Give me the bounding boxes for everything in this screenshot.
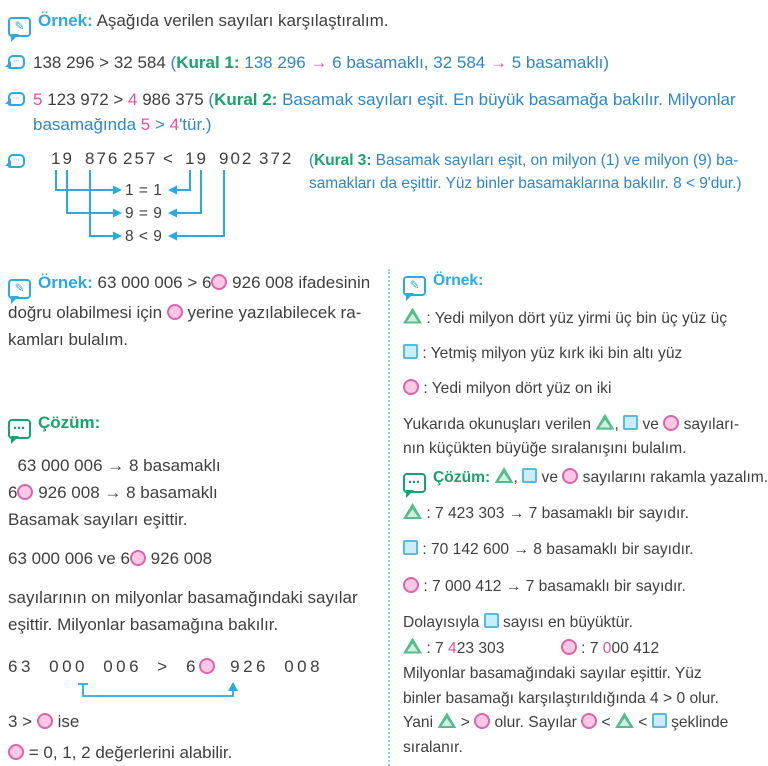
solution-label: Çözüm: bbox=[38, 412, 101, 432]
text-segment: 63 000 006 → 8 basamaklı bbox=[8, 455, 221, 475]
bracket-line bbox=[83, 684, 233, 696]
svg-text:902: 902 bbox=[219, 148, 254, 168]
intro-section bbox=[8, 8, 768, 249]
text-segment: 63 000 006 > 6 bbox=[97, 272, 212, 292]
triangle-shape bbox=[437, 712, 456, 728]
text-segment: > bbox=[456, 714, 475, 732]
text-segment: → bbox=[310, 53, 328, 72]
text-segment: : Yedi milyon dört yüz on iki bbox=[419, 380, 612, 398]
text-segment: binler basamağı karşılaştırıldığında 4 > 0 olur. bbox=[403, 689, 719, 707]
text-segment: 138 296 > 32 584 bbox=[33, 53, 171, 72]
text-segment: Kural 3: bbox=[314, 151, 372, 169]
text-segment: ise bbox=[52, 711, 80, 731]
speech-bubble-icon: ⋯ bbox=[8, 154, 25, 168]
text-segment bbox=[504, 640, 560, 657]
circle-shape bbox=[8, 744, 24, 760]
text-segment: yerine yazılabilecek ra- bbox=[182, 302, 362, 322]
square-number-line bbox=[403, 538, 768, 561]
triangle-shape bbox=[615, 712, 634, 728]
square-shape bbox=[403, 540, 418, 555]
triangle-shape bbox=[403, 503, 422, 519]
arrowhead bbox=[168, 208, 177, 217]
example-intro-text: Aşağıda verilen sayıları karşılaştıralım. bbox=[96, 11, 389, 30]
text-segment: Yukarıda okunuşları verilen bbox=[403, 415, 596, 433]
text-segment: 5 bbox=[33, 89, 43, 109]
text-segment: 6 basamaklı, 32 584 bbox=[327, 53, 490, 72]
arrowhead bbox=[113, 231, 122, 240]
up-arrowhead bbox=[228, 682, 238, 691]
square-definition bbox=[403, 342, 768, 365]
text-segment: 4 bbox=[448, 639, 457, 657]
left-steps bbox=[8, 452, 384, 534]
text-segment: Basamak sayıları eşit. En büyük basamağa bakılır. Milyonlar bbox=[277, 89, 736, 109]
text-segment: 986 375 bbox=[137, 89, 209, 109]
arrowhead bbox=[168, 231, 177, 240]
rule1-text bbox=[33, 50, 609, 76]
text-segment: nın küçükten büyüğe sıralanışını bulalım. bbox=[403, 439, 687, 457]
svg-text:876: 876 bbox=[85, 148, 120, 168]
square-shape bbox=[652, 713, 667, 728]
arrowhead bbox=[113, 208, 122, 217]
examples-columns bbox=[8, 269, 768, 766]
text-segment: 63 000 006 > 6 bbox=[8, 657, 199, 676]
left-condition-line bbox=[8, 709, 384, 735]
pencil-bubble-icon: ✎ bbox=[8, 17, 31, 37]
comparison-bracket-diagram bbox=[8, 681, 318, 705]
text-segment: şeklinde bbox=[666, 714, 729, 732]
left-values-line bbox=[8, 740, 384, 766]
circle-shape bbox=[474, 713, 490, 729]
side-by-side-comparison bbox=[403, 637, 768, 660]
solution-label: Çözüm: bbox=[433, 468, 491, 486]
circle-definition bbox=[403, 377, 768, 400]
triangle-shape bbox=[595, 414, 614, 430]
text-segment: ( bbox=[208, 89, 215, 109]
right-example-column bbox=[390, 269, 768, 766]
text-segment: 3 > bbox=[8, 711, 37, 731]
left-solution-heading bbox=[8, 410, 384, 439]
example-heading-row bbox=[8, 8, 768, 37]
text-segment: < bbox=[597, 714, 615, 732]
right-solution-line bbox=[403, 466, 768, 493]
speech-bubble-icon: ⋯ bbox=[8, 92, 25, 106]
text-segment: Kural 1: bbox=[176, 53, 240, 72]
rule1-row bbox=[8, 50, 768, 76]
text-segment: 23 303 bbox=[456, 639, 505, 657]
example-label: Örnek: bbox=[38, 272, 93, 292]
text-segment: ve bbox=[638, 415, 664, 433]
text-segment: olur. Sayılar bbox=[490, 714, 582, 732]
circle-shape bbox=[199, 658, 215, 674]
pencil-bubble-icon: ✎ bbox=[403, 276, 426, 296]
rule3-row bbox=[8, 149, 768, 249]
text-segment: 4 bbox=[128, 89, 138, 109]
text-segment: 6 bbox=[8, 482, 18, 502]
circle-shape bbox=[403, 577, 419, 593]
text-segment: 0 bbox=[602, 639, 612, 657]
text-segment: : 7 423 303 → 7 basamaklı bir sayıdır. bbox=[422, 504, 689, 522]
text-segment: doğru olabilmesi için bbox=[8, 302, 167, 322]
text-segment: kamları bulalım. bbox=[8, 330, 128, 350]
circle-shape bbox=[663, 415, 679, 431]
circle-shape bbox=[37, 713, 53, 729]
square-shape bbox=[484, 613, 499, 628]
svg-text:<: < bbox=[163, 148, 175, 168]
triangle-shape bbox=[403, 308, 422, 324]
speech-bubble-icon: ⋯ bbox=[8, 55, 25, 69]
connector-line bbox=[90, 170, 113, 236]
text-segment: 123 972 > bbox=[42, 89, 129, 109]
text-segment: ( bbox=[309, 151, 315, 169]
text-segment: Milyonlar basamağındaki sayılar eşittir. Yüz bbox=[403, 664, 702, 682]
text-segment: : Yedi milyon dört yüz yirmi üç bin üç yüz üç bbox=[422, 309, 728, 327]
text-segment bbox=[490, 469, 494, 486]
dots-bubble-icon: ⋯ bbox=[8, 419, 31, 439]
text-segment: : 7 bbox=[422, 639, 449, 657]
left-comparison-line bbox=[8, 654, 384, 680]
circle-number-line bbox=[403, 575, 768, 598]
svg-text:19: 19 bbox=[185, 148, 208, 168]
text-segment: 00 412 bbox=[611, 639, 660, 657]
pencil-bubble-icon: ✎ bbox=[8, 279, 31, 299]
text-segment: 4 bbox=[169, 115, 180, 134]
square-shape bbox=[623, 415, 638, 430]
text-segment: : 70 142 600 → 8 basamaklı bir sayıdır. bbox=[418, 541, 694, 559]
square-shape bbox=[403, 344, 418, 359]
text-segment: = 0, 1, 2 değerlerini alabilir. bbox=[24, 743, 233, 762]
connector-line bbox=[176, 170, 190, 190]
triangle-number-line bbox=[403, 502, 768, 525]
left-example-column bbox=[8, 269, 384, 766]
text-segment: > bbox=[150, 115, 170, 134]
text-segment: sayıları- bbox=[679, 415, 740, 433]
text-segment: Basamak sayıları eşittir. bbox=[8, 509, 188, 529]
circle-shape bbox=[562, 468, 578, 484]
text-segment: 138 296 bbox=[239, 53, 311, 72]
text-segment: < bbox=[633, 714, 652, 732]
text-segment: samakları da eşittir. Yüz binler basamaklarına bakılır. 8 < 9'dur.) bbox=[309, 174, 742, 192]
svg-text:19: 19 bbox=[51, 148, 74, 168]
circle-shape bbox=[17, 484, 33, 500]
text-segment: Dolayısıyla bbox=[403, 614, 484, 632]
text-segment: sayılarının on milyonlar basamağındaki sayılar bbox=[8, 587, 358, 607]
triangle-shape bbox=[403, 638, 422, 654]
text-segment: ve bbox=[537, 468, 563, 486]
comparison-row-1: 1 = 1 bbox=[125, 181, 163, 199]
text-segment: basamağında bbox=[33, 115, 141, 134]
text-segment: , bbox=[614, 415, 624, 433]
rule3-content bbox=[33, 149, 761, 249]
text-segment: : 7 bbox=[576, 639, 603, 657]
text-segment: → bbox=[489, 53, 507, 72]
biggest-statement bbox=[403, 611, 768, 634]
text-segment: 926 008 → 8 basamaklı bbox=[33, 482, 218, 502]
right-solution-text bbox=[490, 469, 768, 486]
left-pair-line bbox=[8, 546, 384, 572]
text-segment: : Yetmiş milyon yüz kırk iki bin altı yüz bbox=[418, 344, 683, 362]
text-segment: 5 bbox=[140, 115, 151, 134]
text-segment: 5 basamaklı) bbox=[506, 53, 610, 72]
text-segment: : 7 000 412 → 7 basamaklı bir sayıdır. bbox=[419, 577, 686, 595]
right-intro bbox=[403, 413, 768, 461]
text-segment: sayılarını rakamla yazalım. bbox=[578, 468, 768, 486]
example-label: Örnek: bbox=[433, 271, 484, 289]
circle-shape bbox=[581, 713, 597, 729]
rule2-text bbox=[33, 87, 757, 138]
triangle-definition bbox=[403, 307, 768, 330]
left-explanation bbox=[8, 584, 384, 638]
arrowhead bbox=[168, 185, 177, 194]
circle-shape bbox=[561, 639, 577, 655]
text-segment: sıralanır. bbox=[403, 738, 463, 756]
example-label: Örnek: bbox=[38, 11, 93, 30]
connector-line bbox=[176, 170, 201, 213]
text-segment: 926 008 ifadesinin bbox=[227, 272, 371, 292]
text-segment: 926 008 bbox=[145, 549, 213, 569]
circle-shape bbox=[211, 274, 227, 290]
circle-shape bbox=[130, 550, 146, 566]
text-segment: 63 000 006 ve 6 bbox=[8, 549, 130, 569]
rule3-text bbox=[309, 149, 761, 196]
text-segment: eşittir. Milyonlar basamağına bakılır. bbox=[8, 614, 279, 634]
circle-shape bbox=[167, 304, 183, 320]
circle-shape bbox=[403, 379, 419, 395]
conclusion bbox=[403, 662, 768, 761]
triangle-shape bbox=[495, 467, 514, 483]
text-segment: sayısı en büyüktür. bbox=[498, 614, 633, 632]
comparison-row-3: 8 < 9 bbox=[125, 227, 163, 245]
right-example-heading bbox=[403, 269, 768, 296]
text-segment: Yani bbox=[403, 714, 438, 732]
text-segment: , bbox=[513, 468, 523, 486]
digit-comparison-diagram bbox=[33, 149, 305, 249]
arrowhead bbox=[113, 185, 122, 194]
text-segment: Kural 2: bbox=[214, 89, 278, 109]
left-problem bbox=[8, 269, 384, 354]
svg-text:257: 257 bbox=[123, 148, 158, 168]
comparison-row-2: 9 = 9 bbox=[125, 204, 163, 222]
connector-line bbox=[56, 170, 113, 190]
text-segment: 926 008 bbox=[214, 657, 324, 676]
text-segment: Basamak sayıları eşit, on milyon (1) ve milyon (9) ba- bbox=[371, 151, 739, 169]
square-shape bbox=[522, 468, 537, 483]
dots-bubble-icon: ⋯ bbox=[403, 473, 426, 493]
rule2-row bbox=[8, 87, 768, 138]
text-segment: ( bbox=[170, 53, 177, 72]
text-segment: 'tür.) bbox=[179, 115, 212, 134]
svg-text:372: 372 bbox=[259, 148, 294, 168]
